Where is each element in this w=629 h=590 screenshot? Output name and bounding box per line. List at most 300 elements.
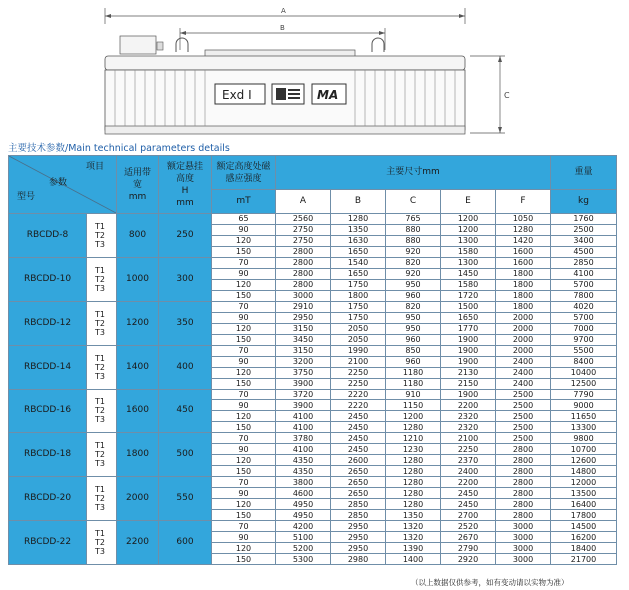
type-cell bbox=[87, 389, 117, 433]
type-stack bbox=[87, 354, 116, 381]
dimension-value: 2950 bbox=[331, 532, 386, 543]
weight-value: 7000 bbox=[551, 323, 617, 334]
dimension-value: 2400 bbox=[441, 466, 496, 477]
dimension-value: 4600 bbox=[276, 488, 331, 499]
type-label: T2 bbox=[95, 538, 105, 548]
dimension-value: 3780 bbox=[276, 433, 331, 444]
type-label: T3 bbox=[95, 239, 105, 249]
field-value: 90 bbox=[212, 488, 276, 499]
field-value: 150 bbox=[212, 422, 276, 433]
height-unit: mm bbox=[176, 197, 194, 208]
dimension-value: 2450 bbox=[331, 444, 386, 455]
type-label: T1 bbox=[95, 441, 105, 451]
weight-value: 5500 bbox=[551, 345, 617, 356]
weight-value: 1760 bbox=[551, 214, 617, 225]
model-name: RBCDD-12 bbox=[9, 301, 87, 345]
dimension-value: 2800 bbox=[496, 510, 551, 521]
dimension-value: 2950 bbox=[331, 543, 386, 554]
type-label: T2 bbox=[95, 406, 105, 416]
weight-value: 2850 bbox=[551, 257, 617, 268]
dimension-value: 1580 bbox=[441, 246, 496, 257]
header-model: 型号 bbox=[17, 192, 36, 202]
table-row bbox=[9, 345, 617, 356]
dimension-value: 1300 bbox=[441, 257, 496, 268]
exd-nameplate: Exd I bbox=[222, 88, 252, 102]
table-row bbox=[9, 433, 617, 444]
dimension-value: 2400 bbox=[496, 367, 551, 378]
belt-width-value: 1400 bbox=[117, 345, 159, 389]
field-value: 70 bbox=[212, 389, 276, 400]
type-label: T3 bbox=[95, 503, 105, 513]
type-stack bbox=[87, 266, 116, 293]
dimension-value: 960 bbox=[386, 290, 441, 301]
header-col-e: E bbox=[441, 190, 496, 214]
dimension-value: 2100 bbox=[441, 433, 496, 444]
dimension-value: 3000 bbox=[276, 290, 331, 301]
dimension-value: 2250 bbox=[441, 444, 496, 455]
weight-value: 11650 bbox=[551, 411, 617, 422]
dimension-value: 2450 bbox=[331, 411, 386, 422]
dimension-value: 3000 bbox=[496, 532, 551, 543]
dimension-value: 2150 bbox=[441, 378, 496, 389]
dimension-value: 2220 bbox=[331, 389, 386, 400]
type-label: T2 bbox=[95, 318, 105, 328]
dimension-value: 2500 bbox=[496, 433, 551, 444]
type-label: T1 bbox=[95, 265, 105, 275]
dimension-value: 1280 bbox=[386, 477, 441, 488]
field-value: 90 bbox=[212, 532, 276, 543]
belt-width-value: 2000 bbox=[117, 477, 159, 521]
height-value: 300 bbox=[159, 257, 212, 301]
model-name: RBCDD-20 bbox=[9, 477, 87, 521]
dimension-value: 3450 bbox=[276, 334, 331, 345]
dimension-value: 2650 bbox=[331, 488, 386, 499]
dimension-value: 1280 bbox=[386, 422, 441, 433]
dimension-value: 1750 bbox=[331, 279, 386, 290]
header-col-a: A bbox=[276, 190, 331, 214]
height-value: 450 bbox=[159, 389, 212, 433]
table-row bbox=[9, 389, 617, 400]
dimension-value: 1420 bbox=[496, 235, 551, 246]
height-value: 250 bbox=[159, 214, 212, 258]
dimension-value: 4950 bbox=[276, 510, 331, 521]
dimension-value: 960 bbox=[386, 334, 441, 345]
belt-width-value: 2200 bbox=[117, 521, 159, 565]
dimension-value: 1600 bbox=[496, 257, 551, 268]
dimension-value: 1320 bbox=[386, 532, 441, 543]
dimension-value: 1280 bbox=[386, 488, 441, 499]
dimension-value: 2450 bbox=[441, 499, 496, 510]
type-stack bbox=[87, 222, 116, 249]
type-label: T1 bbox=[95, 221, 105, 231]
dimension-value: 2950 bbox=[331, 521, 386, 532]
type-cell bbox=[87, 214, 117, 258]
table-row bbox=[9, 301, 617, 312]
dim-a-label: A bbox=[281, 7, 286, 15]
field-value: 70 bbox=[212, 433, 276, 444]
dimension-value: 1800 bbox=[496, 301, 551, 312]
dimension-value: 3150 bbox=[276, 345, 331, 356]
field-value: 150 bbox=[212, 510, 276, 521]
dimension-value: 2050 bbox=[331, 334, 386, 345]
belt-width-value: 1800 bbox=[117, 433, 159, 477]
dimension-value: 960 bbox=[386, 356, 441, 367]
dimension-value: 1800 bbox=[496, 290, 551, 301]
weight-value: 14500 bbox=[551, 521, 617, 532]
type-label: T3 bbox=[95, 547, 105, 557]
dimension-value: 4100 bbox=[276, 422, 331, 433]
field-value: 120 bbox=[212, 323, 276, 334]
weight-value: 21700 bbox=[551, 554, 617, 565]
dimension-value: 1280 bbox=[386, 499, 441, 510]
field-value: 120 bbox=[212, 543, 276, 554]
type-stack bbox=[87, 441, 116, 468]
weight-value: 7800 bbox=[551, 290, 617, 301]
field-value: 120 bbox=[212, 235, 276, 246]
parameters-table bbox=[8, 155, 617, 565]
header-field: 额定高度处磁感应强度 bbox=[212, 156, 276, 190]
weight-value: 9000 bbox=[551, 400, 617, 411]
dimension-value: 2000 bbox=[496, 323, 551, 334]
weight-value: 17800 bbox=[551, 510, 617, 521]
type-stack bbox=[87, 485, 116, 512]
dimension-value: 2450 bbox=[331, 422, 386, 433]
field-value: 70 bbox=[212, 301, 276, 312]
dimension-value: 2520 bbox=[441, 521, 496, 532]
weight-value: 8400 bbox=[551, 356, 617, 367]
dimension-value: 1280 bbox=[496, 224, 551, 235]
dimension-value: 1210 bbox=[386, 433, 441, 444]
dimension-value: 1350 bbox=[331, 224, 386, 235]
field-value: 120 bbox=[212, 499, 276, 510]
field-value: 70 bbox=[212, 477, 276, 488]
dimension-value: 4100 bbox=[276, 444, 331, 455]
dimension-value: 5300 bbox=[276, 554, 331, 565]
dimension-value: 3150 bbox=[276, 323, 331, 334]
type-label: T1 bbox=[95, 353, 105, 363]
dimension-value: 2800 bbox=[276, 246, 331, 257]
field-value: 120 bbox=[212, 411, 276, 422]
type-label: T3 bbox=[95, 371, 105, 381]
dimension-value: 1990 bbox=[331, 345, 386, 356]
dimension-value: 2670 bbox=[441, 532, 496, 543]
dimension-value: 2320 bbox=[441, 411, 496, 422]
dimension-value: 1900 bbox=[441, 356, 496, 367]
dimension-value: 1900 bbox=[441, 345, 496, 356]
dimension-value: 1800 bbox=[496, 268, 551, 279]
dimension-value: 1650 bbox=[331, 268, 386, 279]
dimension-value: 880 bbox=[386, 235, 441, 246]
type-cell bbox=[87, 477, 117, 521]
dimension-value: 1390 bbox=[386, 543, 441, 554]
field-value: 90 bbox=[212, 224, 276, 235]
field-value: 150 bbox=[212, 246, 276, 257]
dimension-value: 2800 bbox=[496, 488, 551, 499]
dimension-value: 1900 bbox=[441, 334, 496, 345]
dimension-value: 3800 bbox=[276, 477, 331, 488]
dimension-value: 2500 bbox=[496, 400, 551, 411]
header-param: 参数 bbox=[49, 178, 68, 188]
dimension-value: 2950 bbox=[276, 312, 331, 323]
dimension-value: 1800 bbox=[496, 279, 551, 290]
type-cell bbox=[87, 257, 117, 301]
model-name: RBCDD-10 bbox=[9, 257, 87, 301]
model-name: RBCDD-8 bbox=[9, 214, 87, 258]
dimension-value: 2500 bbox=[496, 422, 551, 433]
dimension-value: 2560 bbox=[276, 214, 331, 225]
height-value: 500 bbox=[159, 433, 212, 477]
dimension-value: 5100 bbox=[276, 532, 331, 543]
type-cell bbox=[87, 345, 117, 389]
dimension-value: 1280 bbox=[386, 455, 441, 466]
dimension-value: 1800 bbox=[331, 290, 386, 301]
footnote: （以上数据仅供参考，如有变动请以实物为准） bbox=[411, 578, 569, 587]
dimension-value: 1200 bbox=[386, 411, 441, 422]
dimension-value: 2800 bbox=[276, 268, 331, 279]
weight-value: 4500 bbox=[551, 246, 617, 257]
dimension-value: 2400 bbox=[496, 356, 551, 367]
weight-value: 5700 bbox=[551, 312, 617, 323]
dimension-value: 2200 bbox=[441, 477, 496, 488]
dimension-value: 2000 bbox=[496, 312, 551, 323]
dimension-value: 1600 bbox=[496, 246, 551, 257]
dimension-value: 1180 bbox=[386, 367, 441, 378]
height-value: 400 bbox=[159, 345, 212, 389]
weight-value: 3400 bbox=[551, 235, 617, 246]
field-value: 150 bbox=[212, 466, 276, 477]
weight-value: 10400 bbox=[551, 367, 617, 378]
header-item: 项目 bbox=[85, 162, 104, 172]
dimension-value: 950 bbox=[386, 323, 441, 334]
weight-value: 4020 bbox=[551, 301, 617, 312]
dimension-value: 2250 bbox=[331, 367, 386, 378]
dimension-value: 2800 bbox=[496, 477, 551, 488]
height-value: 600 bbox=[159, 521, 212, 565]
weight-value: 14800 bbox=[551, 466, 617, 477]
dimension-value: 3000 bbox=[496, 543, 551, 554]
dimension-value: 4350 bbox=[276, 455, 331, 466]
table-row bbox=[9, 477, 617, 488]
dimension-value: 2800 bbox=[276, 279, 331, 290]
dimension-value: 920 bbox=[386, 246, 441, 257]
weight-value: 5700 bbox=[551, 279, 617, 290]
type-label: T2 bbox=[95, 450, 105, 460]
dimension-value: 1450 bbox=[441, 268, 496, 279]
dimension-value: 765 bbox=[386, 214, 441, 225]
dimension-value: 1200 bbox=[441, 224, 496, 235]
type-label: T1 bbox=[95, 309, 105, 319]
dimension-value: 2910 bbox=[276, 301, 331, 312]
belt-width-unit: mm bbox=[128, 191, 147, 202]
field-value: 70 bbox=[212, 257, 276, 268]
dimension-value: 1400 bbox=[386, 554, 441, 565]
field-value: 150 bbox=[212, 554, 276, 565]
weight-value: 12000 bbox=[551, 477, 617, 488]
dimension-value: 1280 bbox=[331, 214, 386, 225]
dimension-value: 2700 bbox=[441, 510, 496, 521]
header-dims: 主要尺寸mm bbox=[276, 156, 551, 190]
table-body bbox=[9, 214, 617, 565]
field-value: 120 bbox=[212, 367, 276, 378]
dimension-value: 910 bbox=[386, 389, 441, 400]
dimension-value: 2600 bbox=[331, 455, 386, 466]
dimension-value: 2450 bbox=[331, 433, 386, 444]
dimension-value: 2650 bbox=[331, 466, 386, 477]
type-label: T2 bbox=[95, 230, 105, 240]
dimension-value: 820 bbox=[386, 257, 441, 268]
dimension-value: 2500 bbox=[496, 411, 551, 422]
dimension-value: 4200 bbox=[276, 521, 331, 532]
type-label: T3 bbox=[95, 415, 105, 425]
dimension-value: 2130 bbox=[441, 367, 496, 378]
belt-width-value: 1000 bbox=[117, 257, 159, 301]
dimension-value: 1580 bbox=[441, 279, 496, 290]
type-stack bbox=[87, 397, 116, 424]
type-label: T2 bbox=[95, 274, 105, 284]
dimension-value: 3000 bbox=[496, 554, 551, 565]
dimension-value: 2000 bbox=[496, 334, 551, 345]
dimension-value: 2220 bbox=[331, 400, 386, 411]
type-label: T3 bbox=[95, 283, 105, 293]
weight-value: 12600 bbox=[551, 455, 617, 466]
type-label: T1 bbox=[95, 397, 105, 407]
model-name: RBCDD-22 bbox=[9, 521, 87, 565]
weight-value: 13500 bbox=[551, 488, 617, 499]
dimension-value: 1650 bbox=[331, 246, 386, 257]
dimension-value: 2920 bbox=[441, 554, 496, 565]
model-name: RBCDD-18 bbox=[9, 433, 87, 477]
type-stack bbox=[87, 310, 116, 337]
dimension-value: 2750 bbox=[276, 235, 331, 246]
field-value: 120 bbox=[212, 279, 276, 290]
header-belt-width: 适用带宽 mm bbox=[117, 156, 159, 214]
dimension-value: 2200 bbox=[441, 400, 496, 411]
dimension-value: 2100 bbox=[331, 356, 386, 367]
type-cell bbox=[87, 301, 117, 345]
belt-width-value: 1600 bbox=[117, 389, 159, 433]
dimension-value: 1500 bbox=[441, 301, 496, 312]
dimension-value: 2050 bbox=[331, 323, 386, 334]
weight-value: 2500 bbox=[551, 224, 617, 235]
header-col-b: B bbox=[331, 190, 386, 214]
weight-value: 9700 bbox=[551, 334, 617, 345]
dimension-value: 2980 bbox=[331, 554, 386, 565]
dimension-value: 2370 bbox=[441, 455, 496, 466]
belt-width-value: 1200 bbox=[117, 301, 159, 345]
separator-drawing bbox=[0, 0, 629, 140]
dimension-value: 2450 bbox=[441, 488, 496, 499]
field-value: 90 bbox=[212, 312, 276, 323]
field-value: 70 bbox=[212, 345, 276, 356]
dim-c-label: C bbox=[504, 91, 510, 100]
dimension-value: 3750 bbox=[276, 367, 331, 378]
dimension-value: 3720 bbox=[276, 389, 331, 400]
type-label: T3 bbox=[95, 327, 105, 337]
dimension-value: 880 bbox=[386, 224, 441, 235]
dimension-value: 950 bbox=[386, 279, 441, 290]
dimension-value: 1900 bbox=[441, 389, 496, 400]
dimension-value: 2800 bbox=[496, 466, 551, 477]
dimension-value: 1750 bbox=[331, 312, 386, 323]
dimension-value: 2750 bbox=[276, 224, 331, 235]
dimension-value: 2250 bbox=[331, 378, 386, 389]
weight-value: 9800 bbox=[551, 433, 617, 444]
dimension-value: 2320 bbox=[441, 422, 496, 433]
dimension-value: 2790 bbox=[441, 543, 496, 554]
weight-value: 13300 bbox=[551, 422, 617, 433]
height-value: 350 bbox=[159, 301, 212, 345]
type-label: T1 bbox=[95, 485, 105, 495]
weight-value: 16200 bbox=[551, 532, 617, 543]
dimension-value: 3200 bbox=[276, 356, 331, 367]
type-cell bbox=[87, 433, 117, 477]
header-weight: 重量 bbox=[551, 156, 617, 190]
dimension-value: 3900 bbox=[276, 400, 331, 411]
dimension-value: 1280 bbox=[386, 466, 441, 477]
dimension-value: 4100 bbox=[276, 411, 331, 422]
weight-value: 10700 bbox=[551, 444, 617, 455]
height-value: 550 bbox=[159, 477, 212, 521]
dimension-value: 2650 bbox=[331, 477, 386, 488]
dimension-value: 3000 bbox=[496, 521, 551, 532]
dimension-value: 950 bbox=[386, 312, 441, 323]
dimension-value: 1650 bbox=[441, 312, 496, 323]
section-title: 主要技术参数/Main technical parameters details bbox=[8, 143, 230, 154]
dimension-value: 1720 bbox=[441, 290, 496, 301]
dimension-value: 820 bbox=[386, 301, 441, 312]
field-value: 150 bbox=[212, 378, 276, 389]
dimension-value: 1050 bbox=[496, 214, 551, 225]
dimension-value: 2800 bbox=[276, 257, 331, 268]
weight-value: 12500 bbox=[551, 378, 617, 389]
field-value: 65 bbox=[212, 214, 276, 225]
type-label: T2 bbox=[95, 494, 105, 504]
dimension-value: 2800 bbox=[496, 444, 551, 455]
dimension-value: 3900 bbox=[276, 378, 331, 389]
field-value: 90 bbox=[212, 268, 276, 279]
dim-b-label: B bbox=[280, 24, 285, 32]
table-row bbox=[9, 214, 617, 225]
field-value: 90 bbox=[212, 400, 276, 411]
weight-value: 7790 bbox=[551, 389, 617, 400]
dimension-value: 4350 bbox=[276, 466, 331, 477]
height-symbol: H bbox=[181, 185, 189, 196]
model-name: RBCDD-16 bbox=[9, 389, 87, 433]
header-corner bbox=[9, 156, 117, 214]
dimension-value: 2850 bbox=[331, 499, 386, 510]
dimension-value: 2000 bbox=[496, 345, 551, 356]
dimension-value: 1200 bbox=[441, 214, 496, 225]
model-name: RBCDD-14 bbox=[9, 345, 87, 389]
header-field-unit: mT bbox=[212, 190, 276, 214]
field-value: 70 bbox=[212, 521, 276, 532]
field-value: 90 bbox=[212, 444, 276, 455]
field-value: 90 bbox=[212, 356, 276, 367]
dimension-value: 1750 bbox=[331, 301, 386, 312]
dimension-value: 1350 bbox=[386, 510, 441, 521]
dimension-value: 1320 bbox=[386, 521, 441, 532]
dimension-value: 1540 bbox=[331, 257, 386, 268]
dimension-value: 1300 bbox=[441, 235, 496, 246]
field-value: 150 bbox=[212, 290, 276, 301]
field-value: 150 bbox=[212, 334, 276, 345]
dimension-value: 2800 bbox=[496, 455, 551, 466]
dimension-value: 1770 bbox=[441, 323, 496, 334]
belt-width-value: 800 bbox=[117, 214, 159, 258]
dimension-value: 2400 bbox=[496, 378, 551, 389]
type-label: T2 bbox=[95, 362, 105, 372]
header-height: 额定悬挂高度 H mm bbox=[159, 156, 212, 214]
